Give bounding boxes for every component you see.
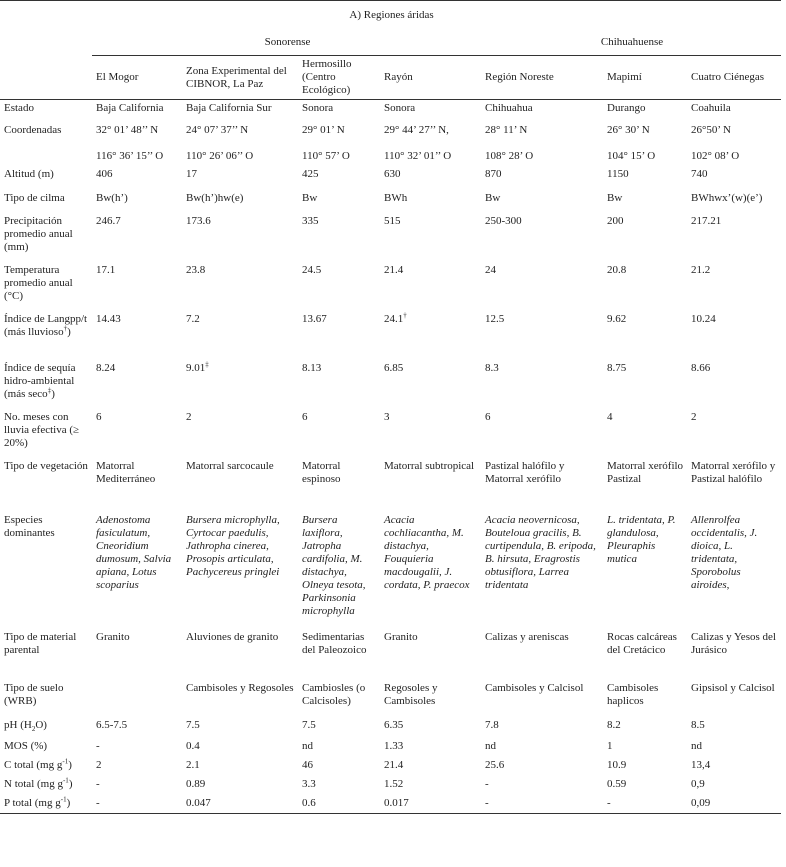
table-cell: 24.1† — [384, 310, 407, 325]
table-row — [0, 360, 781, 409]
table-cell: 23.8 — [186, 263, 206, 276]
table-cell: 24 — [485, 263, 496, 276]
table-row — [0, 190, 781, 213]
table-cell: 630 — [384, 167, 401, 180]
table-cell: 7.2 — [186, 312, 200, 325]
row-label: Tipo de vegetación — [4, 459, 88, 472]
table-cell: Matorral sarcocaule — [186, 459, 274, 472]
site-header: El Mogor — [92, 56, 182, 100]
table-cell: 870 — [485, 167, 502, 180]
table-row — [0, 311, 781, 360]
table-cell: 21.4 — [384, 758, 404, 771]
region-sonorense: Sonorense — [92, 30, 481, 56]
table-cell: Bw — [607, 191, 623, 204]
table-row — [0, 717, 781, 738]
table-cell: 217.21 — [691, 214, 722, 227]
table-cell: Acacia cochliacantha, M. distachya, Fouquieria macdougalii, J. cordata, P. praecox — [384, 513, 470, 591]
table-cell: 0.59 — [607, 777, 627, 790]
region-header-row — [0, 30, 781, 56]
table-cell: 0,9 — [691, 777, 705, 790]
row-label: Índice de Langpp/t (más lluvioso†) — [4, 312, 88, 338]
table-cell: Allenrolfea occidentalis, J. dioica, L. tridentata, Sporobolus airoides, — [691, 513, 758, 591]
table-cell: 425 — [302, 167, 319, 180]
table-cell: BWh — [384, 191, 408, 204]
table-cell: nd — [485, 739, 496, 752]
table-cell: Granito — [96, 630, 130, 643]
footnote-mark: ‡ — [205, 359, 209, 368]
row-label-sup: † — [63, 323, 68, 332]
site-header: Mapimí — [603, 56, 687, 100]
table-cell: Coahuila — [691, 102, 731, 114]
table-cell: 12.5 — [485, 312, 505, 325]
table-cell: 20.8 — [607, 263, 627, 276]
row-label-sub: 2 — [31, 724, 36, 733]
table-cell: Granito — [384, 630, 418, 643]
row-label: N total (mg $g^{-1}$) — [4, 775, 73, 790]
row-label: Tipo de material parental — [4, 630, 77, 656]
table-cell: 21.4 — [384, 263, 404, 276]
table-cell: 1150 — [607, 167, 629, 180]
table-cell: 8.75 — [607, 361, 627, 374]
table-cell: 3 — [384, 410, 390, 423]
table-cell: Sonora — [302, 102, 334, 114]
table-cell: 2 — [96, 758, 102, 771]
table-cell: Matorral Mediterráneo — [96, 459, 156, 485]
table-title-row — [0, 1, 781, 31]
table-cell: 3.3 — [302, 777, 316, 790]
table-row — [0, 100, 781, 122]
table-cell: Matorral subtropical — [384, 459, 475, 472]
site-header: Región Noreste — [481, 56, 603, 100]
table-cell — [92, 680, 182, 717]
row-label: MOS (%) — [4, 739, 48, 752]
table-cell: Aluviones de granito — [186, 630, 279, 643]
table-cell: 246.7 — [96, 214, 121, 227]
table-cell: Rocas calcáreas del Cretácico — [607, 630, 677, 656]
table-cell: 8.5 — [691, 718, 705, 731]
table-cell: Baja California — [96, 102, 164, 114]
table-cell: Cambisoles y Regosoles — [186, 681, 294, 694]
table-cell: 0.017 — [380, 795, 481, 814]
table-cell: 7.8 — [485, 718, 499, 731]
row-label: Tipo de suelo (WRB) — [4, 681, 64, 707]
table-cell: 24° 07’ 37’’ N 110° 26’ 06’’ O — [186, 123, 254, 162]
site-header: Cuatro Ciénegas — [687, 56, 781, 100]
region-chihuahuense: Chihuahuense — [481, 30, 781, 56]
site-header: Hermosillo (Centro Ecológico) — [298, 56, 380, 100]
table-row — [0, 512, 781, 629]
table-row — [0, 458, 781, 512]
row-label: Precipitación promedio anual (mm) — [4, 214, 73, 253]
table-cell: - — [96, 739, 100, 752]
table-cell: 7.5 — [302, 718, 316, 731]
table-cell: 29° 01’ N 110° 57’ O — [302, 123, 350, 162]
table-cell: nd — [691, 739, 702, 752]
table-row — [0, 213, 781, 262]
table-cell: 32° 01’ 48’’ N 116° 36’ 15’’ O — [96, 123, 164, 162]
table-row — [0, 166, 781, 190]
table-cell: Baja California Sur — [186, 102, 272, 114]
table-cell: 24.5 — [302, 263, 322, 276]
row-label-sup: -1 — [62, 756, 69, 765]
table-row — [0, 122, 781, 166]
row-label: C total (mg $g^{-1}$) — [4, 756, 72, 771]
table-cell: 6.5-7.5 — [96, 718, 128, 731]
table-cell: nd — [302, 739, 313, 752]
row-label: Especies dominantes — [4, 513, 55, 539]
table-cell: 29° 44’ 27’’ N, 110° 32’ 01’’ O — [384, 123, 452, 162]
table-cell: 9.01‡ — [186, 359, 209, 374]
table-cell: 8.2 — [607, 718, 621, 731]
table-cell: Bw(h’) — [96, 191, 128, 204]
table-row — [0, 738, 781, 757]
table-cell: 8.3 — [485, 361, 499, 374]
table-cell: 13,4 — [691, 758, 711, 771]
table-cell: 2 — [186, 410, 192, 423]
table-cell: 0,09 — [687, 795, 781, 814]
row-label: pH $(H_2O)$ — [4, 718, 47, 733]
table-cell: 25.6 — [485, 758, 505, 771]
table-cell: 46 — [302, 758, 313, 771]
table-cell: Bw — [485, 191, 501, 204]
table-cell: 0.047 — [182, 795, 298, 814]
table-cell: 2 — [691, 410, 697, 423]
table-cell: 0.6 — [298, 795, 380, 814]
table-cell: 6 — [485, 410, 491, 423]
table-cell: 17.1 — [96, 263, 116, 276]
table-cell: Bw — [302, 191, 318, 204]
table-cell: 1 — [607, 739, 613, 752]
table-cell: 1.52 — [384, 777, 404, 790]
table-cell: Calizas y areniscas — [485, 630, 569, 643]
table-cell: 6 — [96, 410, 102, 423]
table-row — [0, 680, 781, 717]
row-label: Índice de sequía hidro-ambiental (más seco‡) — [4, 361, 76, 400]
table-cell: 406 — [96, 167, 113, 180]
table-cell: 0.89 — [186, 777, 206, 790]
table-cell: 14.43 — [96, 312, 121, 325]
table-cell: Sonora — [384, 102, 416, 114]
table-cell: - — [485, 777, 489, 790]
table-cell: Acacia neovernicosa, Bouteloua gracilis, B. curtipendula, B. eripoda, B. hirsuta, Eragrostis obtusiflora, Larrea tridentata — [485, 513, 596, 591]
table-cell: 740 — [691, 167, 708, 180]
table-cell: 8.13 — [302, 361, 322, 374]
row-label: P total (mg $g^{-1}$) — [0, 795, 92, 814]
table-body — [0, 100, 781, 814]
table-cell: Matorral espinoso — [302, 459, 341, 485]
table-cell: 515 — [384, 214, 401, 227]
table-cell: 335 — [302, 214, 319, 227]
row-label: Tipo de cilma — [4, 191, 65, 204]
table-cell: Gipsisol y Calcisol — [691, 681, 775, 694]
table-cell: Regosoles y Cambisoles — [384, 681, 438, 707]
table-cell: 6.35 — [384, 718, 404, 731]
table-cell: Chihuahua — [485, 102, 533, 114]
table-cell: 7.5 — [186, 718, 200, 731]
table-cell: 1.33 — [384, 739, 404, 752]
table-cell: BWhwx’(w)(e’) — [691, 191, 763, 204]
table-row — [0, 629, 781, 680]
table-cell: 28° 11’ N 108° 28’ O — [485, 123, 534, 162]
table-cell: 2.1 — [186, 758, 200, 771]
table-row — [0, 795, 781, 814]
table-cell: Cambisoles y Calcisol — [485, 681, 584, 694]
table-cell: 10.9 — [607, 758, 627, 771]
table-cell: 26°50’ N 102° 08’ O — [691, 123, 740, 162]
table-cell: Bursera laxiflora, Jatropha cardifolia, M. distachya, Olneya tesota, Parkinsonia microphylla — [302, 513, 366, 617]
row-label: Coordenadas — [4, 123, 62, 136]
row-label-sup: -1 — [60, 794, 67, 803]
table-cell: 17 — [186, 167, 197, 180]
table-cell: Cambiosles (o Calcisoles) — [302, 681, 366, 707]
table-cell: - — [481, 795, 603, 814]
table-cell: - — [603, 795, 687, 814]
table-cell: 6.85 — [384, 361, 404, 374]
table-cell: 10.24 — [691, 312, 716, 325]
table-cell: 8.66 — [691, 361, 711, 374]
table-cell: 13.67 — [302, 312, 327, 325]
site-header: Zona Experimental del CIBNOR, La Paz — [182, 56, 298, 100]
table-cell: 26° 30’ N 104° 15’ O — [607, 123, 656, 162]
table-cell: 4 — [607, 410, 613, 423]
row-label-sup: -1 — [62, 775, 69, 784]
site-header: Rayón — [380, 56, 481, 100]
site-header-row — [0, 56, 781, 100]
row-label-sup: ‡ — [47, 385, 52, 394]
table-cell: Bw(h’)hw(e) — [186, 191, 244, 204]
table-cell: Durango — [607, 102, 646, 114]
table-title: A) Regiones áridas — [0, 1, 781, 31]
table-row — [0, 262, 781, 311]
table-cell: 9.62 — [607, 312, 627, 325]
table-cell: Sedimentarias del Paleozoico — [302, 630, 367, 656]
table-cell: Matorral xerófilo Pastizal — [607, 459, 684, 485]
table-cell: Matorral xerófilo y Pastizal halófilo — [691, 459, 776, 485]
table-cell: 173.6 — [186, 214, 211, 227]
table-cell: 200 — [607, 214, 624, 227]
table-cell: - — [92, 795, 182, 814]
table-row — [0, 757, 781, 776]
table-row — [0, 776, 781, 795]
table-cell: - — [96, 777, 100, 790]
table-cell: 250-300 — [485, 214, 522, 227]
row-label: Altitud (m) — [4, 167, 54, 180]
row-label: Temperatura promedio anual (°C) — [4, 263, 73, 302]
row-label: Estado — [4, 102, 34, 114]
table-cell: 0.4 — [186, 739, 200, 752]
table-cell: Bursera microphylla, Cyrtocar paedulis, Jathropha cinerea, Prosopis articulata, Pachycereus pringlei — [186, 513, 280, 578]
table-cell: 6 — [302, 410, 308, 423]
table-cell: Cambisoles haplicos — [607, 681, 659, 707]
table-cell: Pastizal halófilo y Matorral xerófilo — [485, 459, 565, 485]
table-cell: Adenostoma fasiculatum, Cneoridium dumosum, Salvia apiana, Lotus scoparius — [96, 513, 172, 591]
table-cell: 21.2 — [691, 263, 711, 276]
row-label: No. meses con lluvia efectiva (≥ 20%) — [4, 410, 80, 449]
footnote-mark: † — [403, 310, 407, 319]
table-cell: L. tridentata, P. glandulosa, Pleuraphis mutica — [607, 513, 676, 565]
table-cell: Calizas y Yesos del Jurásico — [691, 630, 776, 656]
table-row — [0, 409, 781, 458]
table-cell: 8.24 — [96, 361, 116, 374]
